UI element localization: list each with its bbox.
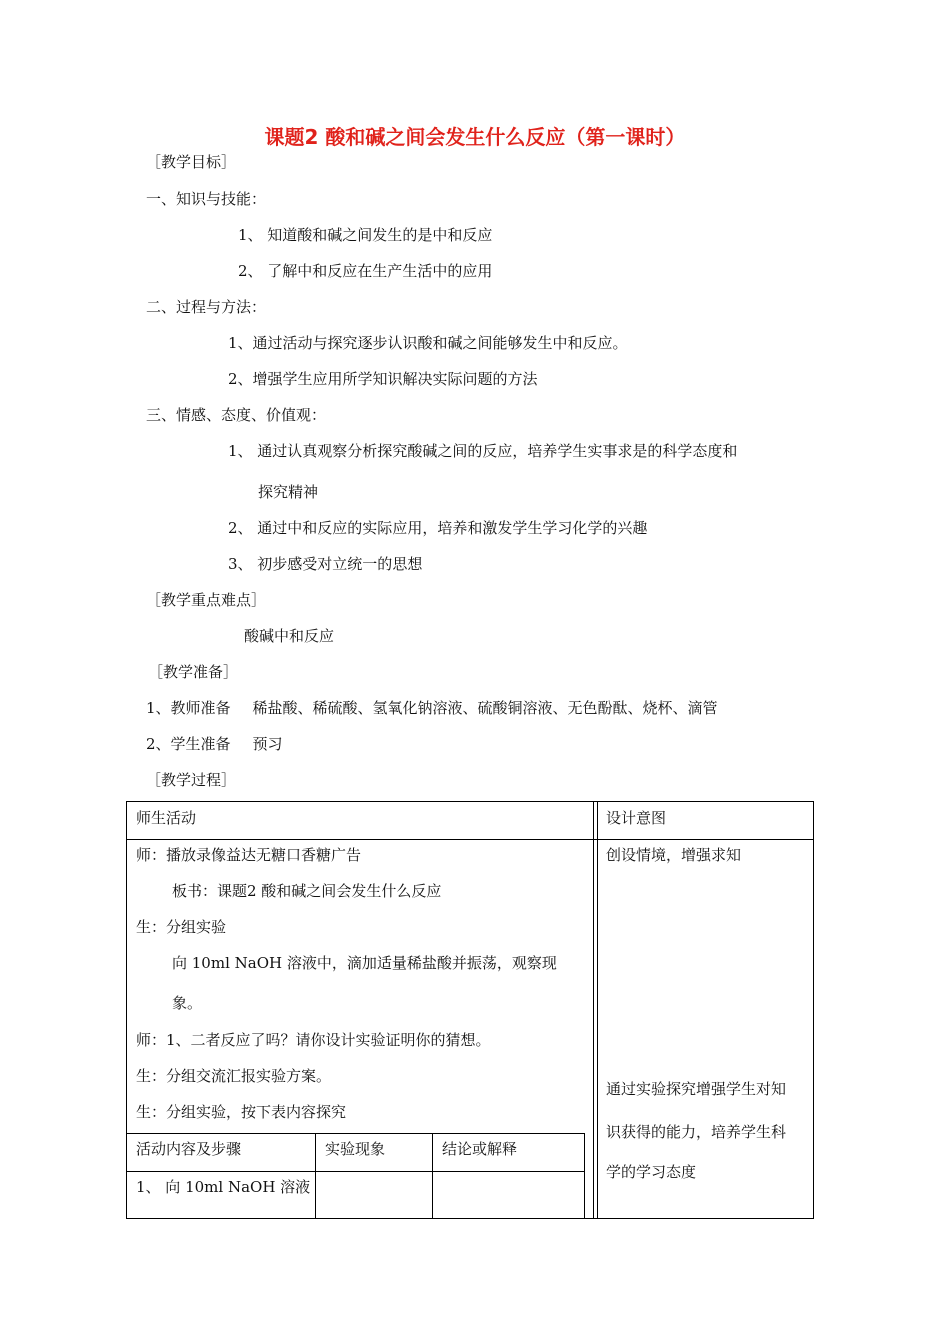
activity-line: 板书：课题2 酸和碱之间会发生什么反应 xyxy=(172,882,442,900)
column-divider xyxy=(593,802,594,1218)
process-section-heading: ［教学过程］ xyxy=(146,771,237,789)
intent-text: 创设情境，增强求知 xyxy=(606,846,742,864)
key-points-heading: ［教学重点难点］ xyxy=(146,591,267,609)
process-item-2: 2、增强学生应用所学知识解决实际问题的方法 xyxy=(228,370,538,388)
page-title: 课题2 酸和碱之间会发生什么反应（第一课时） xyxy=(264,125,686,149)
knowledge-heading: 一、知识与技能： xyxy=(146,190,267,208)
inner-header-divider xyxy=(127,1171,584,1172)
inner-column-divider xyxy=(432,1134,433,1219)
emotion-item-1-cont: 探究精神 xyxy=(258,483,319,501)
column-divider-double xyxy=(597,802,598,1218)
teacher-preparation xyxy=(146,698,718,718)
inner-column-divider xyxy=(315,1134,316,1219)
intent-text: 识获得的能力，培养学生科 xyxy=(606,1123,787,1141)
teacher-preparation-label: 1、教师准备 xyxy=(146,699,231,717)
inner-header-conclusion: 结论或解释 xyxy=(442,1140,518,1158)
header-divider xyxy=(127,839,813,840)
inner-row-step: 1、 向 10ml NaOH 溶液 xyxy=(136,1178,311,1196)
inner-experiment-table xyxy=(127,1133,585,1219)
emotion-heading: 三、情感、态度、价值观： xyxy=(146,406,327,424)
key-points-content: 酸碱中和反应 xyxy=(244,627,335,645)
activity-line: 生：分组交流汇报实验方案。 xyxy=(136,1067,332,1085)
activity-line: 生：分组实验 xyxy=(136,918,227,936)
intent-text: 通过实验探究增强学生对知 xyxy=(606,1080,787,1098)
student-preparation xyxy=(146,734,283,754)
activity-line: 师：播放录像益达无糖口香糖广告 xyxy=(136,846,362,864)
preparation-heading: ［教学准备］ xyxy=(148,663,239,681)
student-preparation-label: 2、学生准备 xyxy=(146,735,231,753)
process-heading: 二、过程与方法： xyxy=(146,298,267,316)
emotion-item-2: 2、 通过中和反应的实际应用，培养和激发学生学习化学的兴趣 xyxy=(228,519,648,537)
student-preparation-items: 预习 xyxy=(252,735,283,753)
objectives-heading: ［教学目标］ xyxy=(146,153,237,171)
knowledge-item-1: 1、 知道酸和碱之间发生的是中和反应 xyxy=(238,226,493,244)
process-item-1: 1、通过活动与探究逐步认识酸和碱之间能够发生中和反应。 xyxy=(228,334,628,352)
column-header-intent: 设计意图 xyxy=(606,809,667,827)
column-header-activity: 师生活动 xyxy=(136,809,197,827)
activity-line: 象。 xyxy=(172,994,203,1012)
teacher-preparation-items: 稀盐酸、稀硫酸、氢氧化钠溶液、硫酸铜溶液、无色酚酞、烧杯、滴管 xyxy=(252,699,718,717)
emotion-item-3: 3、 初步感受对立统一的思想 xyxy=(228,555,423,573)
teaching-process-table xyxy=(126,801,814,1219)
intent-text: 学的学习态度 xyxy=(606,1163,697,1181)
emotion-item-1: 1、 通过认真观察分析探究酸碱之间的反应，培养学生实事求是的科学态度和 xyxy=(228,442,738,460)
activity-line: 向 10ml NaOH 溶液中，滴加适量稀盐酸并振荡，观察现 xyxy=(172,954,557,972)
inner-header-phenomenon: 实验现象 xyxy=(325,1140,386,1158)
inner-header-steps: 活动内容及步骤 xyxy=(136,1140,242,1158)
knowledge-item-2: 2、 了解中和反应在生产生活中的应用 xyxy=(238,262,493,280)
activity-line: 生：分组实验，按下表内容探究 xyxy=(136,1103,347,1121)
activity-line: 师：1、二者反应了吗？请你设计实验证明你的猜想。 xyxy=(136,1031,491,1049)
